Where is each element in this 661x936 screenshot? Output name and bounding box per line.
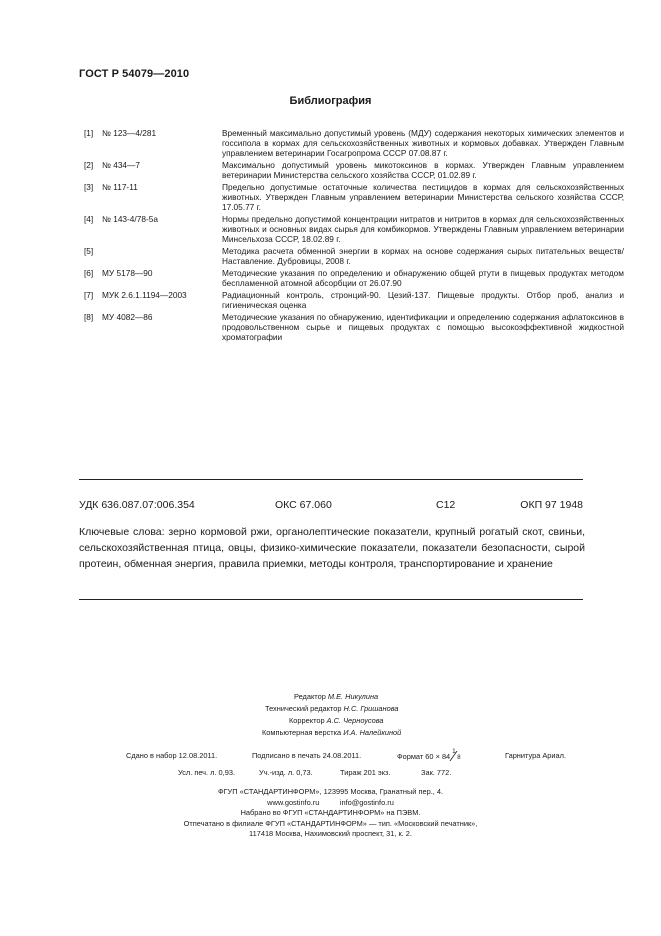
credit-corrector-label: Корректор [289, 716, 325, 725]
bibliography-item-number: [5] [84, 246, 94, 256]
bibliography-item [84, 214, 624, 244]
bibliography-item-text: Максимально допустимый уровень микотоксинов в кормах. Утвержден Главным управлением ветеринарии Министерства сельского хозяйства СССР, 01.02.89 г. [222, 160, 624, 180]
bibliography-item-code: МУК 2.6.1.1194—2003 [102, 290, 187, 300]
bibliography-item-code: № 143-4/78-5а [102, 214, 158, 224]
bibliography-item-number: [2] [84, 160, 94, 170]
print-typeface: Гарнитура Ариал. [505, 751, 567, 760]
print-typeset: Сдано в набор 12.08.2011. [126, 751, 218, 760]
credit-corrector [289, 715, 384, 726]
bibliography-item-code: № 434—7 [102, 160, 140, 170]
print-format [397, 751, 462, 761]
print-order: Зак. 772. [421, 768, 452, 777]
bibliography-item-code: № 117-11 [102, 182, 138, 192]
publisher-block [0, 787, 661, 840]
publisher-line-3: Набрано во ФГУП «СТАНДАРТИНФОРМ» на ПЭВМ. [240, 808, 421, 817]
bibliography-item-number: [8] [84, 312, 94, 322]
bibliography-item-number: [6] [84, 268, 94, 278]
divider-top [79, 479, 583, 480]
group-code: С12 [436, 499, 456, 511]
print-format-label: Формат 60 × 84 [397, 752, 451, 761]
bibliography-item-number: [1] [84, 128, 94, 138]
keywords: Ключевые слова: зерно кормовой ржи, органолептические показатели, крупный рогатый скот, свиньи, сельскохозяйственная птица, овцы, физико-химические показатели, показатели безопасности, сырой протеин, обменная энергия, правила приемки, методы контроля, транспортирование и хранение [79, 526, 585, 570]
bibliography-item [84, 128, 624, 158]
bibliography-item-text: Нормы предельно допустимой концентрации нитратов и нитритов в кормах для сельскохозяйственных животных и основных видах сырья для комбикормов. Утверждены Главным управлением ветеринарии Минсельхоза СССР, 18.02.89 г. [222, 214, 624, 244]
bibliography-item-code: МУ 4082—86 [102, 312, 153, 322]
bibliography-title: Библиография [289, 95, 372, 107]
credit-tech-editor [265, 703, 399, 714]
bibliography-item-code: № 123—4/281 [102, 128, 157, 138]
udk-code: УДК 636.087.07:006.354 [79, 499, 195, 511]
bibliography-item-text: Предельно допустимые остаточные количества пестицидов в кормах для сельскохозяйственных животных. Утвержден Главным управлением ветеринарии Министерства сельского хозяйства СССР, 17.05.77 г. [222, 182, 624, 212]
bibliography-item-number: [3] [84, 182, 94, 192]
pub-sheets: Уч.-изд. л. 0,73. [259, 768, 313, 777]
bibliography-item-text: Методика расчета обменной энергии в кормах на основе содержания сырых питательных веществ/Наставление. Дубровицы, 2008 г. [222, 246, 624, 266]
print-signed: Подписано в печать 24.08.2011. [252, 751, 362, 760]
print-sheets: Усл. печ. л. 0,93. [178, 768, 235, 777]
classification-row [79, 499, 583, 513]
bibliography-item-text: Радиационный контроль, стронций-90. Цезий-137. Пищевые продукты. Отбор проб, анализ и гигиеническая оценка [222, 290, 624, 310]
credit-editor-name: М.Е. Никулина [327, 692, 379, 701]
format-denominator: 8 [457, 755, 461, 761]
bibliography-item [84, 182, 624, 212]
oks-code: ОКС 67.060 [275, 499, 332, 511]
bibliography-item-code: МУ 5178—90 [102, 268, 153, 278]
bibliography-item-text: Методические указания по обнаружению, идентификации и определению содержания афлатоксинов в продовольственном сырье и пищевых продуктах с помощью высокоэффективной жидкостной хроматографии [222, 312, 624, 342]
format-fraction-icon [452, 751, 462, 761]
print-run: Тираж 201 экз. [340, 768, 391, 777]
credit-layout-name: И.А. Налейкиной [343, 728, 402, 737]
bibliography-item-text: Временный максимально допустимый уровень (МДУ) содержания некоторых химических элементов и госсипола в кормах для сельскохозяйственных животных и кормовых добавках. Утвержден Главным управлением ветеринарии Госагропрома СССР 07.08.87 г. [222, 128, 624, 158]
bibliography-item-number: [4] [84, 214, 94, 224]
publisher-line-2: www.gostinfo.ru info@gostinfo.ru [267, 797, 394, 807]
bibliography-item [84, 268, 624, 288]
divider-bottom [79, 599, 583, 600]
bibliography-item-number: [7] [84, 290, 94, 300]
bibliography-list [84, 128, 624, 344]
bibliography-item [84, 246, 624, 266]
credit-editor [294, 691, 378, 702]
bibliography-item [84, 160, 624, 180]
credit-editor-label: Редактор [294, 692, 326, 701]
credit-tech-editor-name: Н.С. Гришанова [343, 704, 399, 713]
bibliography-item-text: Методические указания по определению и обнаружению общей ртути в пищевых продуктах методом беспламенной атомной абсорбции от 26.07.90 [222, 268, 624, 288]
okp-code: ОКП 97 1948 [520, 499, 583, 511]
publisher-line-4: Отпечатано в филиале ФГУП «СТАНДАРТИНФОРМ» — тип. «Московский печатник», [183, 818, 478, 828]
credit-layout [262, 727, 401, 738]
bibliography-item-code [102, 246, 222, 266]
page-header-standard: ГОСТ Р 54079—2010 [79, 68, 190, 80]
credit-tech-editor-label: Технический редактор [265, 704, 342, 713]
credit-corrector-name: А.С. Черноусова [326, 716, 384, 725]
bibliography-item [84, 312, 624, 342]
credit-layout-label: Компьютерная верстка [262, 728, 342, 737]
format-numerator: 1 [452, 749, 456, 755]
publisher-line-1: ФГУП «СТАНДАРТИНФОРМ», 123995 Москва, Гранатный пер., 4. [217, 787, 444, 796]
publisher-line-5: 117418 Москва, Нахимовский проспект, 31, к. 2. [249, 829, 412, 838]
bibliography-item [84, 290, 624, 310]
